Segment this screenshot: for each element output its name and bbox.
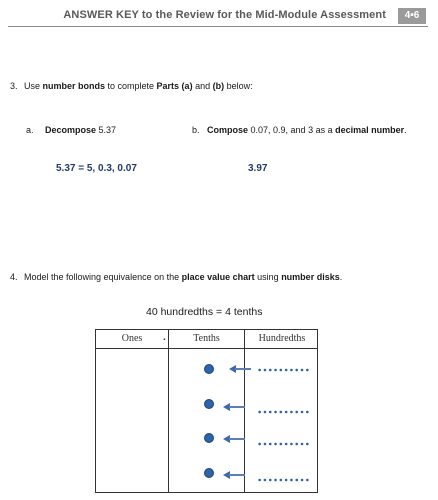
hundredths-dots-row — [257, 410, 310, 414]
equivalence-statement: 40 hundredths = 4 tenths — [146, 306, 263, 318]
regroup-arrow-shaft — [229, 438, 245, 440]
question-4-text: Model the following equivalence on the place value chart using number disks. — [24, 272, 343, 282]
hundredths-dots-row — [257, 478, 310, 482]
column-header-hundredths: Hundredths — [258, 333, 306, 344]
question-3-number: 3. — [10, 81, 18, 91]
column-header-tenths: Tenths — [193, 333, 220, 344]
chart-column-divider-ones-tenths — [168, 330, 169, 492]
part-b-label: b. — [192, 125, 200, 135]
tenth-disk — [204, 364, 214, 374]
part-a-label: a. — [26, 125, 34, 135]
place-value-chart — [95, 329, 318, 493]
part-b-answer: 3.97 — [248, 163, 268, 174]
tenth-disk — [204, 433, 214, 443]
hundredths-dots-row — [257, 442, 310, 446]
regroup-arrow-shaft — [235, 368, 251, 370]
lesson-badge: 4•6 — [398, 8, 426, 24]
column-header-ones: Ones — [121, 333, 143, 344]
part-a-text: Decompose 5.37 — [45, 125, 117, 135]
hundredths-dots-row — [257, 368, 310, 372]
question-3-text: Use number bonds to complete Parts (a) and (b) below: — [24, 81, 253, 91]
part-b-text: Compose 0.07, 0.9, and 3 as a decimal number. — [207, 125, 407, 135]
part-a-answer: 5.37 = 5, 0.3, 0.07 — [56, 163, 137, 174]
chart-header-divider — [96, 348, 317, 349]
regroup-arrow-shaft — [229, 406, 245, 408]
page-header — [8, 8, 428, 27]
header-title: ANSWER KEY to the Review for the Mid-Module Assessment — [63, 9, 386, 21]
chart-column-divider-tenths-hundredths — [244, 330, 245, 492]
decimal-point: . — [163, 332, 166, 343]
regroup-arrow-shaft — [229, 474, 245, 476]
tenth-disk — [204, 399, 214, 409]
tenth-disk — [204, 468, 214, 478]
question-4-number: 4. — [10, 272, 18, 282]
